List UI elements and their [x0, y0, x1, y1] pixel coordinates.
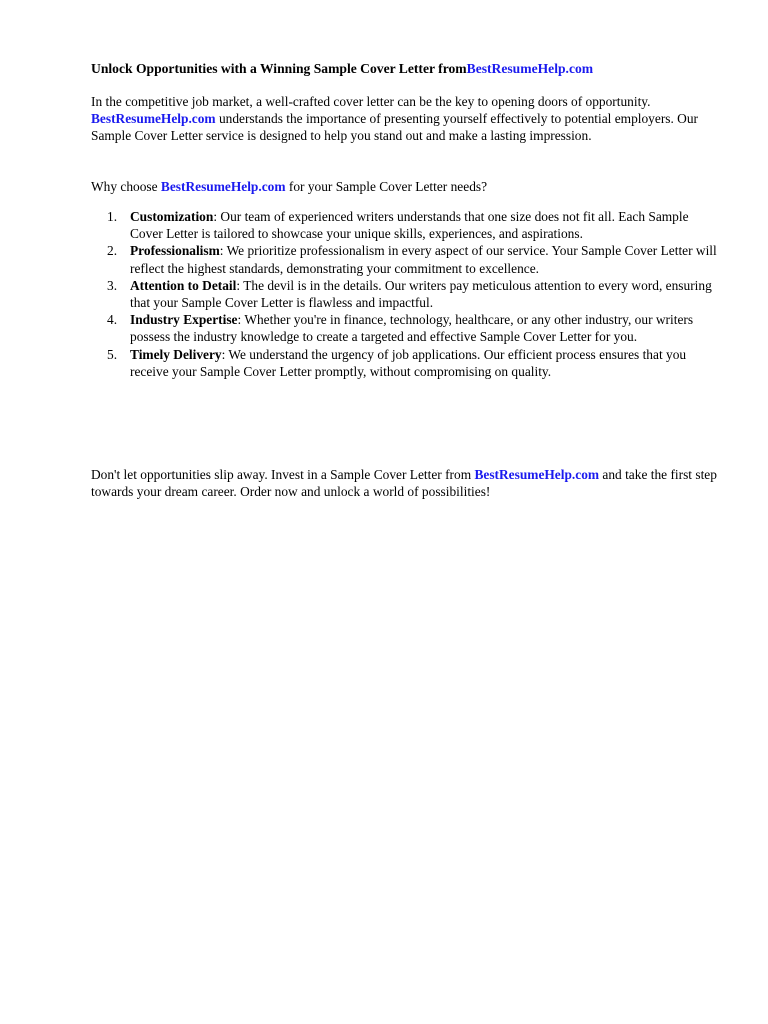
heading-text: Unlock Opportunities with a Winning Sample Cover Letter from [91, 61, 467, 76]
list-item [91, 277, 721, 311]
list-item-text: : We prioritize professionalism in every aspect of our service. Your Sample Cover Letter will reflect the highest standards, demonstrating your commitment to excellence. [130, 243, 717, 276]
list-item-number: 2. [107, 243, 118, 259]
list-item-text: : Whether you're in finance, technology, healthcare, or any other industry, our writers possess the industry knowledge to create a targeted and effective Sample Cover Letter for you. [130, 312, 694, 345]
closing-paragraph [91, 466, 721, 500]
list-item-text: : The devil is in the details. Our writers pay meticulous attention to every word, ensuring that your Sample Cover Letter is flawless and impactful. [130, 277, 712, 311]
why-text-after: for your Sample Cover Letter needs? [285, 179, 488, 194]
list-item-number: 5. [107, 346, 118, 362]
list-item [91, 346, 721, 380]
intro-paragraph [91, 93, 721, 145]
list-item-term: Attention to Detail [130, 277, 237, 293]
list-item-term: Timely Delivery [130, 346, 222, 362]
reasons-list [91, 208, 721, 380]
list-item [91, 311, 721, 345]
list-item-text: : We understand the urgency of job applications. Our efficient process ensures that you receive your Sample Cover Letter promptly, without compromising on quality. [130, 346, 687, 379]
closing-text-after: and take the first step towards your dream career. Order now and unlock a world of possibilities! [91, 467, 717, 500]
why-link[interactable]: BestResumeHelp.com [160, 179, 286, 194]
list-item-number: 1. [107, 209, 118, 224]
list-item-text: : Our team of experienced writers understands that one size does not fit all. Each Sample Cover Letter is tailored to showcase your unique skills, experiences, and aspirations. [130, 209, 689, 242]
intro-text-before: In the competitive job market, a well-crafted cover letter can be the key to opening doors of opportunity. [91, 94, 651, 109]
list-item-term: Industry Expertise [130, 312, 238, 328]
closing-text-before: Don't let opportunities slip away. Invest in a Sample Cover Letter from [91, 467, 475, 482]
closing-link[interactable]: BestResumeHelp.com [474, 467, 600, 482]
document-heading [91, 60, 731, 77]
heading-link[interactable]: BestResumeHelp.com [466, 61, 594, 76]
list-item-number: 4. [107, 312, 118, 328]
list-item [91, 208, 721, 242]
list-item [91, 242, 721, 276]
intro-link[interactable]: BestResumeHelp.com [91, 111, 216, 127]
list-item-number: 3. [107, 277, 118, 293]
list-item-term: Professionalism [130, 243, 220, 259]
list-item-term: Customization [130, 209, 214, 224]
why-paragraph [91, 178, 721, 195]
why-text-before: Why choose [91, 179, 161, 194]
intro-text-after: understands the importance of presenting yourself effectively to potential employers. Our Sample Cover Letter service is designed to help you stand out and make a lasting impression. [91, 111, 699, 144]
